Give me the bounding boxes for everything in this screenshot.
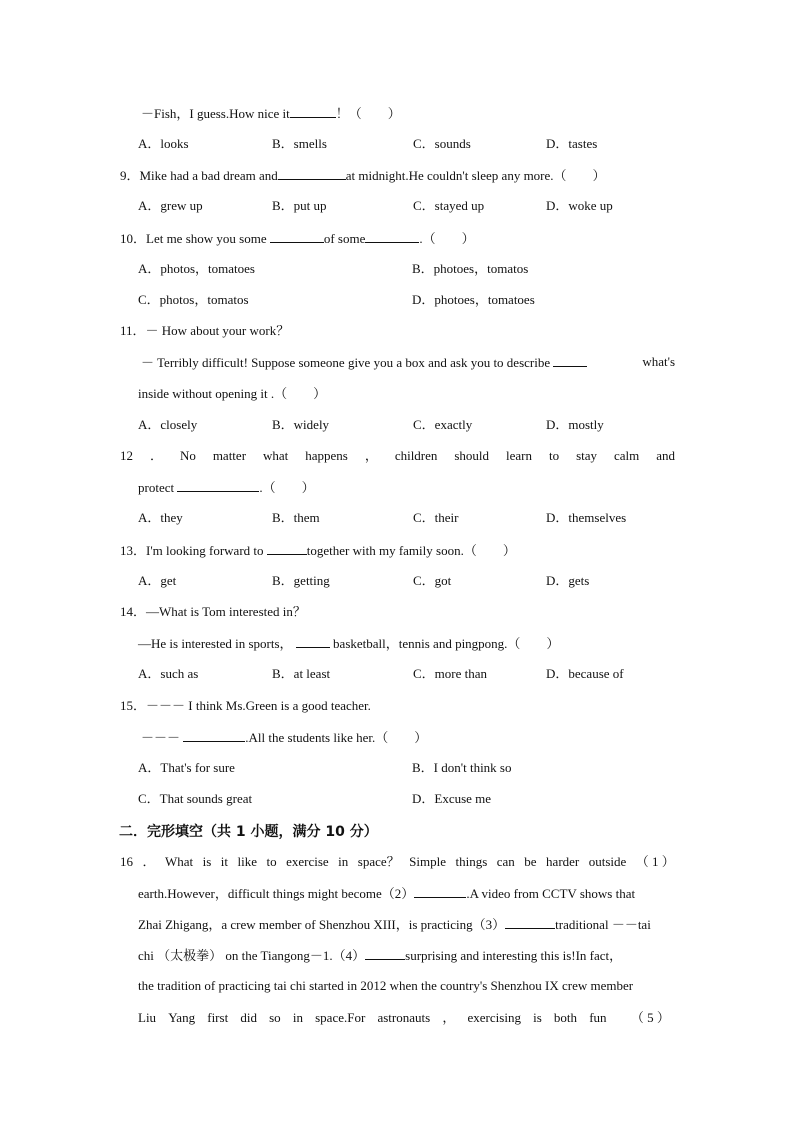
q16-line1-word: exercise	[286, 854, 329, 869]
q16-blank-3[interactable]	[505, 916, 555, 929]
q12-option-a[interactable]: A．they	[138, 510, 183, 525]
q10-option-c[interactable]: C．photos，tomatos	[138, 292, 249, 307]
q13-option-c[interactable]: C．got	[413, 573, 452, 588]
q12-line1-word: to	[548, 448, 560, 463]
q16-line3-pre: Zhai Zhigang，a crew member of Shenzhou XIII，is practicing（3）	[138, 917, 506, 932]
q16-line1-word: Simple	[409, 854, 446, 869]
q9-option-b[interactable]: B．put up	[272, 198, 327, 213]
q10-blank-2[interactable]	[365, 230, 419, 243]
q10-option-a[interactable]: A．photos，tomatoes	[138, 261, 255, 276]
q8-stem-text: －Fish，I guess.How nice it	[141, 106, 290, 121]
q15-line2	[141, 729, 427, 746]
q13-post: together with my family soon.（ ）	[306, 543, 516, 558]
q16-line6-word: （ 5 ）	[630, 1010, 670, 1025]
q15-option-a[interactable]: A．That's for sure	[138, 760, 235, 775]
q14-option-d[interactable]: D．because of	[546, 666, 624, 681]
q16-line2-post: .A video from CCTV shows that	[466, 886, 636, 901]
q16-line1	[120, 854, 675, 870]
q11-option-c[interactable]: C．exactly	[413, 417, 473, 432]
q11-option-a[interactable]: A．closely	[138, 417, 198, 432]
q11-option-b[interactable]: B．widely	[272, 417, 330, 432]
q16-line6-word: in	[292, 1010, 303, 1025]
section-heading-cloze: 二．完形填空（共 1 小题，满分 10 分）	[119, 824, 378, 840]
q8-option-a[interactable]: A．looks	[138, 136, 189, 151]
q14-option-a[interactable]: A．such as	[138, 666, 199, 681]
q16-line4	[138, 947, 675, 964]
q12-option-d[interactable]: D．themselves	[546, 510, 627, 525]
q10-mid: of some	[323, 231, 366, 246]
q16-line6-word: so	[269, 1010, 281, 1025]
q13-option-a[interactable]: A．get	[138, 573, 177, 588]
q9-blank[interactable]	[278, 167, 346, 180]
q12-option-c[interactable]: C．their	[413, 510, 459, 525]
q15-line2-post: .All the students like her.（ ）	[245, 730, 428, 745]
q14-option-c[interactable]: C．more than	[413, 666, 488, 681]
q12-line2-post: .（ ）	[259, 480, 315, 495]
q16-line2	[138, 885, 675, 902]
q16-line3-post: traditional －－tai	[555, 917, 651, 932]
q11-line2-pre: － Terribly difficult! Suppose someone give you a box and ask you to describe	[141, 355, 551, 370]
q14-option-b[interactable]: B．at least	[272, 666, 331, 681]
q14-line2-pre: —He is interested in sports，	[138, 636, 293, 651]
q16-line1-word: be	[524, 854, 537, 869]
q12-line1-word: what	[263, 448, 289, 463]
q16-line6-word: exercising	[467, 1010, 521, 1025]
q10-pre: 10．Let me show you some	[120, 231, 267, 246]
q9-option-d[interactable]: D．woke up	[546, 198, 613, 213]
q12-line1-word: ．	[149, 448, 163, 463]
q12-line1-word: learn	[506, 448, 532, 463]
q16-line1-word: things	[455, 854, 488, 869]
q16-line1-word: ．	[142, 854, 156, 869]
q9-stem	[120, 167, 606, 184]
q12-line1-word: matter	[212, 448, 247, 463]
q11-option-d[interactable]: D．mostly	[546, 417, 604, 432]
q15-blank[interactable]	[183, 729, 245, 742]
q10-option-d[interactable]: D．photoes，tomatoes	[412, 292, 535, 307]
q14-blank[interactable]	[296, 635, 330, 648]
q16-line1-word: outside	[588, 854, 627, 869]
q12-line1-word: should	[454, 448, 490, 463]
q16-line1-word: to	[266, 854, 277, 869]
q14-line2	[138, 635, 559, 652]
q12-line1-word: children	[394, 448, 438, 463]
q16-line6-word: did	[240, 1010, 257, 1025]
q16-line6-word: ，	[442, 1010, 456, 1025]
q16-line6-word: Yang	[168, 1010, 196, 1025]
q15-line1: 15．－－－ I think Ms.Green is a good teacher.	[120, 698, 371, 713]
q13-option-b[interactable]: B．getting	[272, 573, 330, 588]
q12-line1-word: happens	[305, 448, 348, 463]
q9-option-c[interactable]: C．stayed up	[413, 198, 485, 213]
q10-option-b[interactable]: B．photoes，tomatos	[412, 261, 529, 276]
q16-line3	[138, 916, 675, 933]
q12-line1-word: 12	[120, 448, 133, 463]
q9-pre: 9．Mike had a bad dream and	[120, 168, 278, 183]
q8-option-c[interactable]: C．sounds	[413, 136, 471, 151]
q16-line6-word: space.For	[315, 1010, 366, 1025]
q12-line1-word: ，	[364, 448, 378, 463]
q16-line1-word: （ 1 ）	[635, 854, 675, 869]
q8-option-d[interactable]: D．tastes	[546, 136, 598, 151]
q8-blank[interactable]	[290, 105, 336, 118]
q16-line1-word: in	[338, 854, 349, 869]
q9-post: at midnight.He couldn't sleep any more.（ ）	[345, 168, 606, 183]
q12-blank[interactable]	[177, 479, 259, 492]
q10-blank-1[interactable]	[270, 230, 324, 243]
q8-option-b[interactable]: B．smells	[272, 136, 327, 151]
q16-line6-word: first	[207, 1010, 229, 1025]
q15-option-b[interactable]: B．I don't think so	[412, 760, 512, 775]
q11-line2-post: what's	[642, 354, 675, 369]
q8-stem	[141, 105, 401, 122]
q10-post: .（ ）	[419, 231, 475, 246]
q16-line1-word: space？	[357, 854, 400, 869]
q11-line1: 11．－ How about your work？	[120, 323, 290, 338]
q13-pre: 13．I'm looking forward to	[120, 543, 264, 558]
q16-line1-word: is	[202, 854, 212, 869]
q16-blank-2[interactable]	[414, 885, 466, 898]
q14-line2-post: basketball，tennis and pingpong.（ ）	[333, 636, 560, 651]
q12-line2	[138, 479, 315, 496]
q11-blank[interactable]	[553, 354, 587, 367]
q9-option-a[interactable]: A．grew up	[138, 198, 203, 213]
q12-line1-word: calm	[613, 448, 640, 463]
q16-blank-4[interactable]	[365, 947, 405, 960]
q12-line1-word: No	[179, 448, 196, 463]
q8-tail: ！（ ）	[335, 106, 401, 121]
q16-line1-word: it	[220, 854, 229, 869]
q12-option-b[interactable]: B．them	[272, 510, 320, 525]
q16-line5: the tradition of practicing tai chi started in 2012 when the country's Shenzhou IX crew member	[138, 978, 634, 993]
q11-line3: inside without opening it .（ ）	[138, 386, 327, 401]
q16-line1-word: can	[496, 854, 515, 869]
q13-option-d[interactable]: D．gets	[546, 573, 590, 588]
q15-option-c[interactable]: C．That sounds great	[138, 791, 253, 806]
q13-blank[interactable]	[267, 542, 307, 555]
q16-line1-word: harder	[546, 854, 580, 869]
q10-stem	[120, 230, 475, 247]
q12-line1-word: stay	[576, 448, 598, 463]
q11-line2	[141, 354, 675, 371]
q16-line2-pre: earth.However，difficult things might become（2）	[138, 886, 415, 901]
q16-line6-word: is	[533, 1010, 542, 1025]
q16-line1-word: 16	[120, 854, 133, 869]
q12-line2-pre: protect	[138, 480, 175, 495]
q16-line6-word: both	[553, 1010, 578, 1025]
q14-line1: 14．—What is Tom interested in？	[120, 604, 306, 619]
q16-line4-pre: chi （太极拳） on the Tiangong－1.（4）	[138, 948, 366, 963]
q12-line1-word: and	[656, 448, 675, 463]
q16-line6-word: Liu	[138, 1010, 157, 1025]
q16-line1-word: What	[164, 854, 194, 869]
q12-line1	[120, 448, 675, 464]
q16-line6-word: astronauts	[377, 1010, 431, 1025]
q16-line1-word: like	[237, 854, 257, 869]
q15-option-d[interactable]: D．Excuse me	[412, 791, 492, 806]
q16-line6	[138, 1010, 670, 1026]
q15-line2-pre: －－－	[141, 730, 184, 745]
q13-stem	[120, 542, 516, 559]
q16-line6-word: fun	[589, 1010, 607, 1025]
q16-line4-post: surprising and interesting this is!In fact，	[405, 948, 623, 963]
